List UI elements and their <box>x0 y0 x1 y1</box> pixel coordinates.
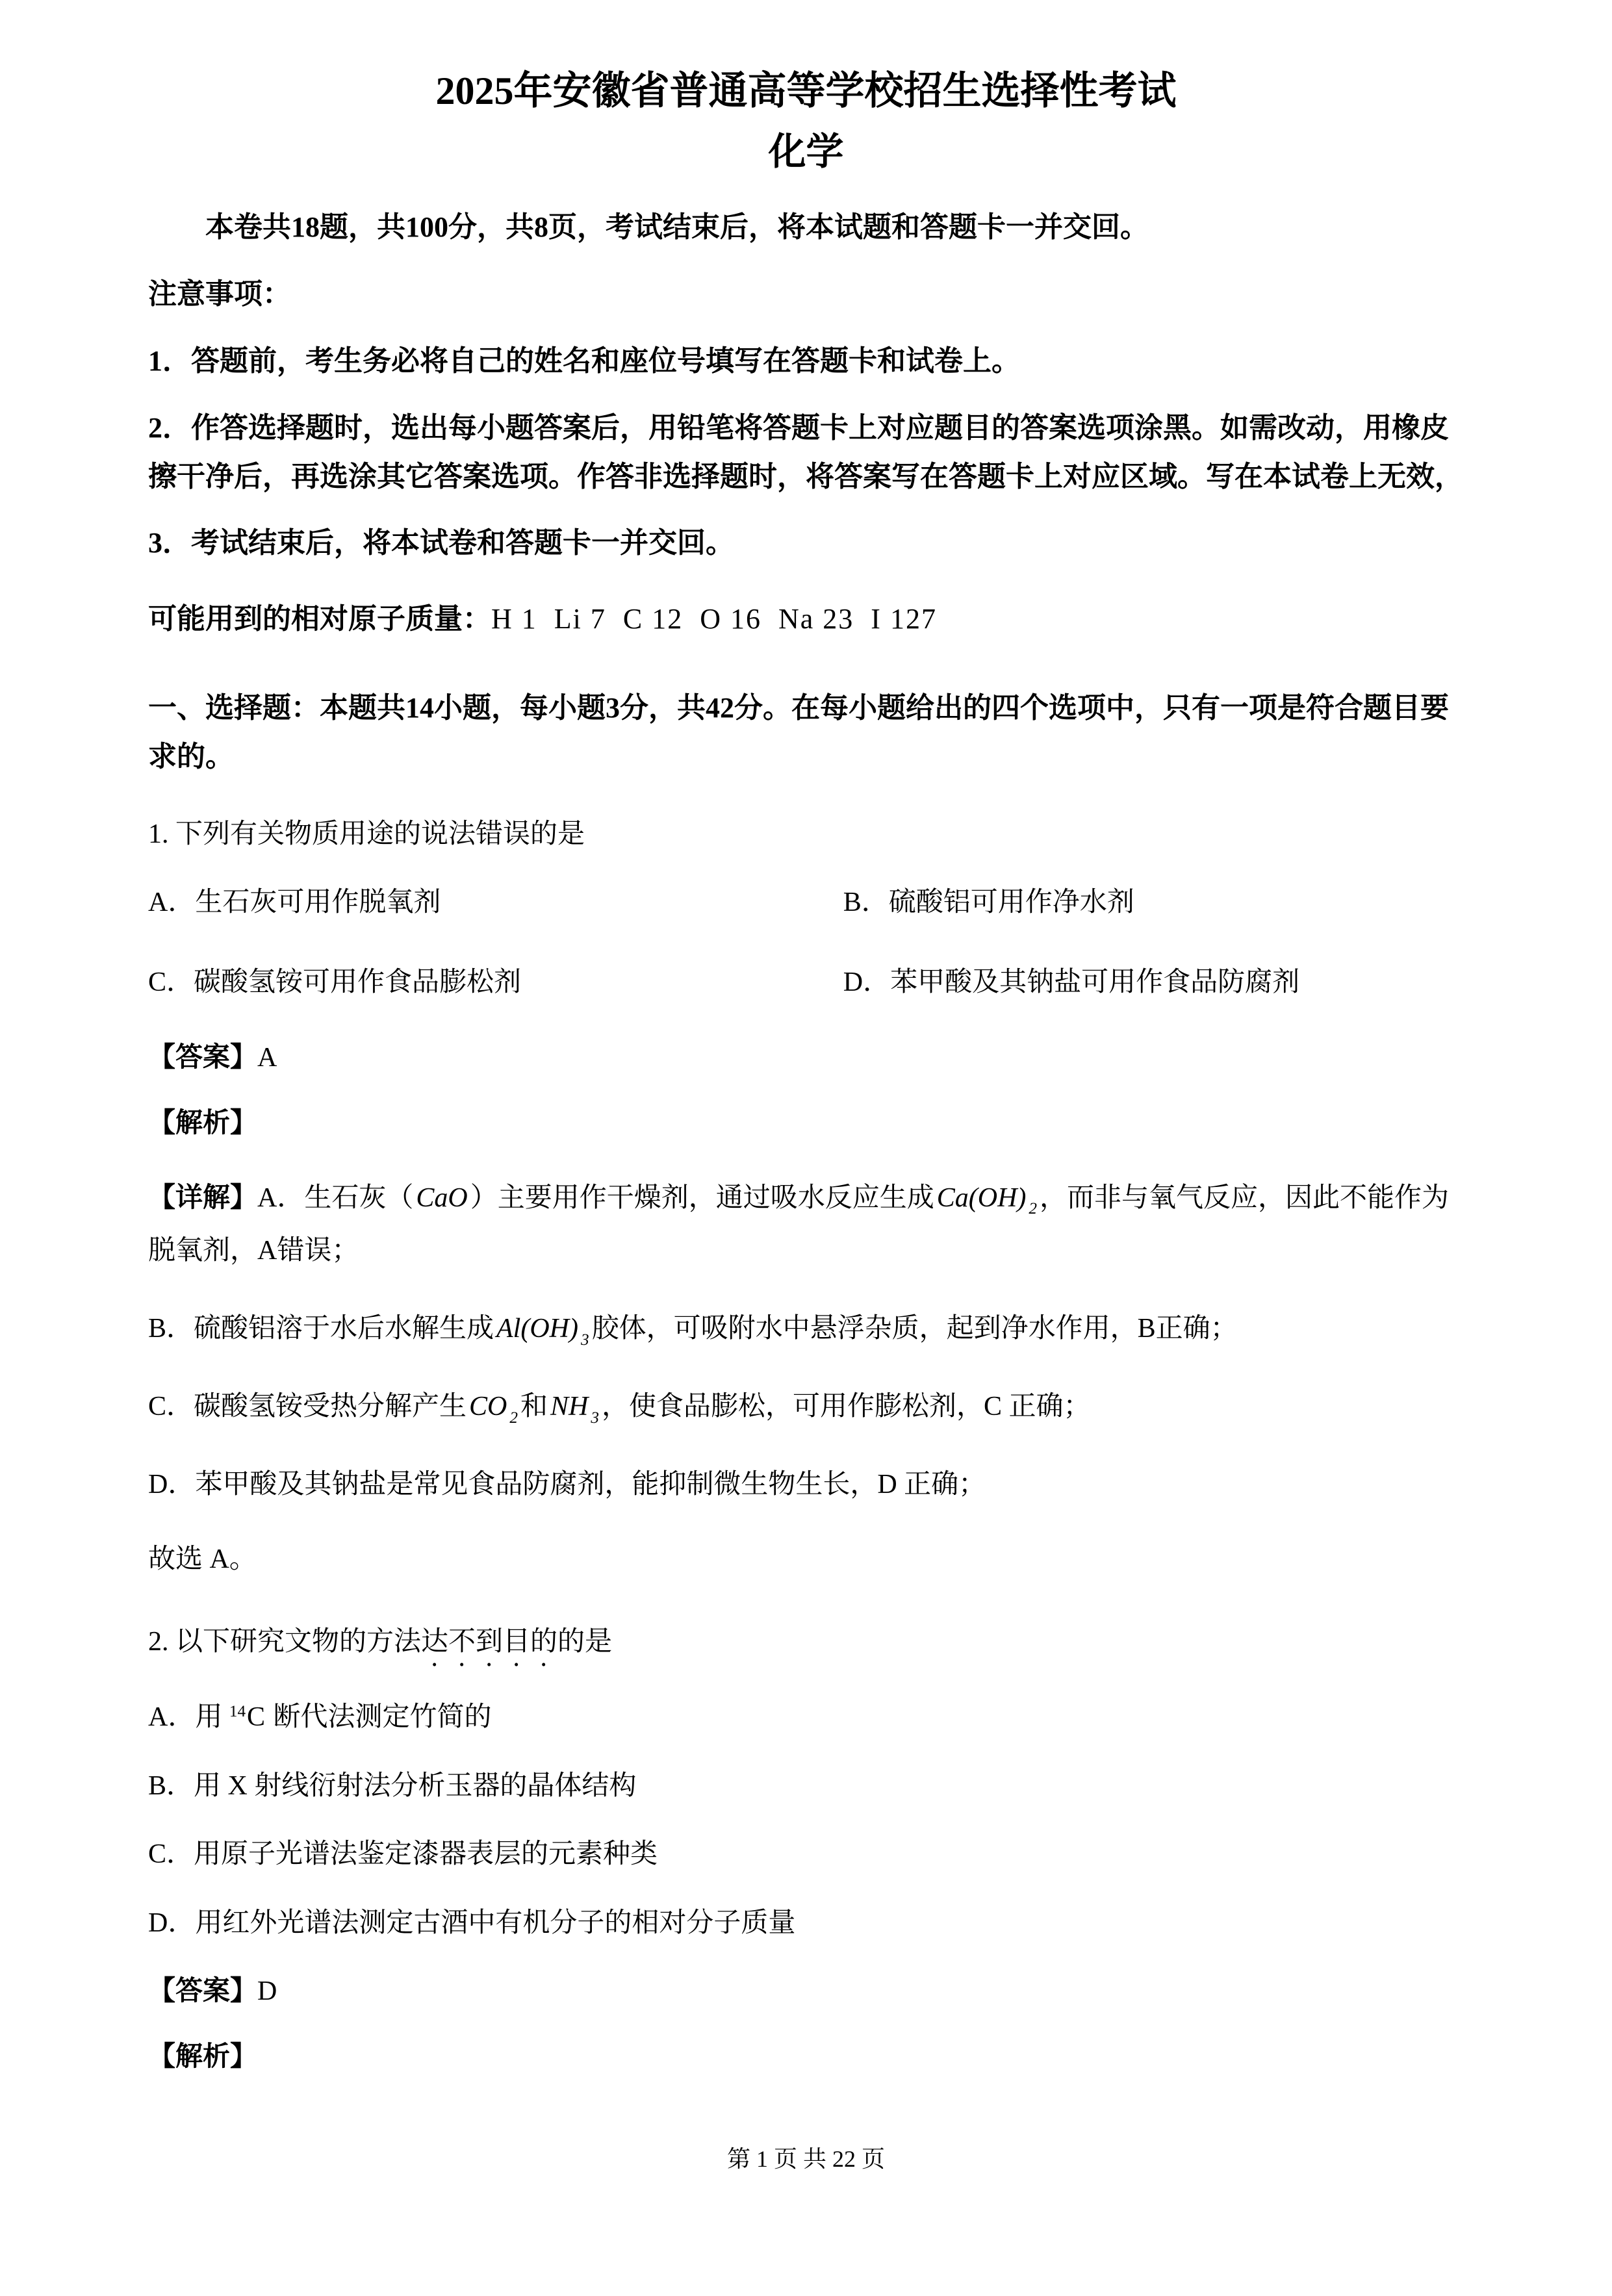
text-run-math: NH <box>550 1392 589 1422</box>
text-run-bold: 可能用到的相对原子质量： <box>148 603 491 635</box>
section-one-heading: 一、选择题：本题共14小题，每小题3分，共42分。在每小题给出的四个选项中，只有一项是符合题目要求的。 <box>148 691 1449 772</box>
text-run-mathup: C <box>247 1702 266 1733</box>
question-1-option-a: A．生石灰可用作脱氧剂 <box>148 887 441 917</box>
question-1-detail-d <box>148 1459 1464 1512</box>
exam-intro: 本卷共18题，共100分，共8页，考试结束后，将本试题和答题卡一并交回。 <box>205 211 1149 244</box>
question-1-options <box>148 871 1464 1015</box>
text-run-math: CO <box>469 1392 507 1422</box>
text-run-text: ，使食品膨松，可用作膨松剂，C 正确； <box>601 1392 1091 1422</box>
text-run-math: Ca(OH) <box>936 1182 1027 1213</box>
text-run-text: 断代法测定竹简的 <box>266 1702 492 1733</box>
text-run-text: A <box>257 1042 277 1073</box>
exam-subject: 化学 <box>768 131 844 173</box>
text-run-text: 的是 <box>557 1627 613 1657</box>
text-run-text: D．苯甲酸及其钠盐是常见食品防腐剂，能抑制微生物生长，D 正确； <box>148 1470 986 1500</box>
text-run-text: A．生石灰（ <box>257 1182 414 1213</box>
text-run-text: ，而非与氧气反应，因此不能作为脱氧剂，A错误； <box>148 1182 1449 1266</box>
question-1-answer <box>148 1035 1464 1081</box>
text-run-bold: 【答案】 <box>148 1976 258 2006</box>
question-1-option-d: D．苯甲酸及其钠盐可用作食品防腐剂 <box>843 967 1300 998</box>
text-run-text: A．用 <box>148 1702 229 1733</box>
notice-item-2: 2．作答选择题时，选出每小题答案后，用铅笔将答题卡上对应题目的答案选项涂黑。如需改动，用橡皮擦干净后，再选涂其它答案选项。作答非选择题时，将答案写在答题卡上对应区域。写在本试卷上无效， <box>148 411 1463 492</box>
text-run-em: 达不到目的 <box>421 1627 558 1657</box>
question-2-options <box>148 1694 1464 1946</box>
page-number: 第 1 页 共 22 页 <box>726 2145 885 2172</box>
question-2-option-a <box>148 1694 1464 1741</box>
notice-item-1: 1．答题前，考生务必将自己的姓名和座位号填写在答题卡和试卷上。 <box>148 344 1020 377</box>
exam-title: 2025年安徽省普通高等学校招生选择性考试 <box>435 70 1177 112</box>
exam-header <box>148 52 1464 194</box>
question-1-option-b: B．硫酸铝可用作净水剂 <box>843 887 1134 917</box>
question-2 <box>148 1602 1464 2100</box>
text-run-val: H 1 Li 7 C 12 O 16 Na 23 I 127 <box>491 603 937 635</box>
atomic-masses-line <box>148 595 1464 644</box>
text-run-bold: 【解析】 <box>148 2042 258 2073</box>
question-1-analysis <box>148 1101 1464 1147</box>
question-1-option-c: C．碳酸氢铵可用作食品膨松剂 <box>148 967 522 998</box>
question-2-option-d: D．用红外光谱法测定古酒中有机分子的相对分子质量 <box>148 1907 796 1938</box>
page-footer <box>148 2100 1464 2179</box>
notice-item-3: 3．考试结束后，将本试卷和答题卡一并交回。 <box>148 527 734 559</box>
question-1-detail-b <box>148 1303 1464 1356</box>
text-run-text: 和 <box>520 1392 548 1422</box>
question-2-option-b: B．用 X 射线衍射法分析玉器的晶体结构 <box>148 1770 637 1801</box>
question-1-detail-c <box>148 1381 1464 1434</box>
text-run-bold: 【答案】 <box>148 1042 258 1073</box>
text-run-text: D <box>257 1976 277 2006</box>
text-run-text: ）主要用作干燥剂，通过吸水反应生成 <box>470 1182 934 1213</box>
question-2-analysis <box>148 2034 1464 2080</box>
text-run-text: 2. 以下研究文物的方法 <box>148 1627 422 1657</box>
question-1 <box>148 795 1464 1603</box>
text-run-math: CaO <box>416 1182 468 1213</box>
question-1-conclusion: 故选 A。 <box>148 1544 257 1574</box>
text-run-math: Al(OH) <box>496 1314 578 1344</box>
text-run-bold: 【详解】 <box>148 1182 258 1213</box>
text-run-text: B．硫酸铝溶于水后水解生成 <box>148 1314 494 1344</box>
text-run-bold: 【解析】 <box>148 1108 258 1139</box>
question-2-stem <box>148 1619 1464 1672</box>
question-1-stem: 1. 下列有关物质用途的说法错误的是 <box>148 819 585 849</box>
notice-heading: 注意事项： <box>148 278 291 311</box>
question-2-option-c: C．用原子光谱法鉴定漆器表层的元素种类 <box>148 1839 658 1870</box>
text-run-sup: 14 <box>229 1703 246 1721</box>
text-run-sub: 2 <box>509 1409 518 1427</box>
text-run-sub: 3 <box>580 1331 589 1349</box>
text-run-text: 胶体，可吸附水中悬浮杂质，起到净水作用，B正确； <box>591 1314 1238 1344</box>
text-run-sub: 2 <box>1029 1199 1037 1218</box>
question-1-detail-a <box>148 1172 1464 1279</box>
text-run-sub: 3 <box>591 1409 599 1427</box>
text-run-text: C．碳酸氢铵受热分解产生 <box>148 1392 467 1422</box>
question-2-answer <box>148 1969 1464 2015</box>
